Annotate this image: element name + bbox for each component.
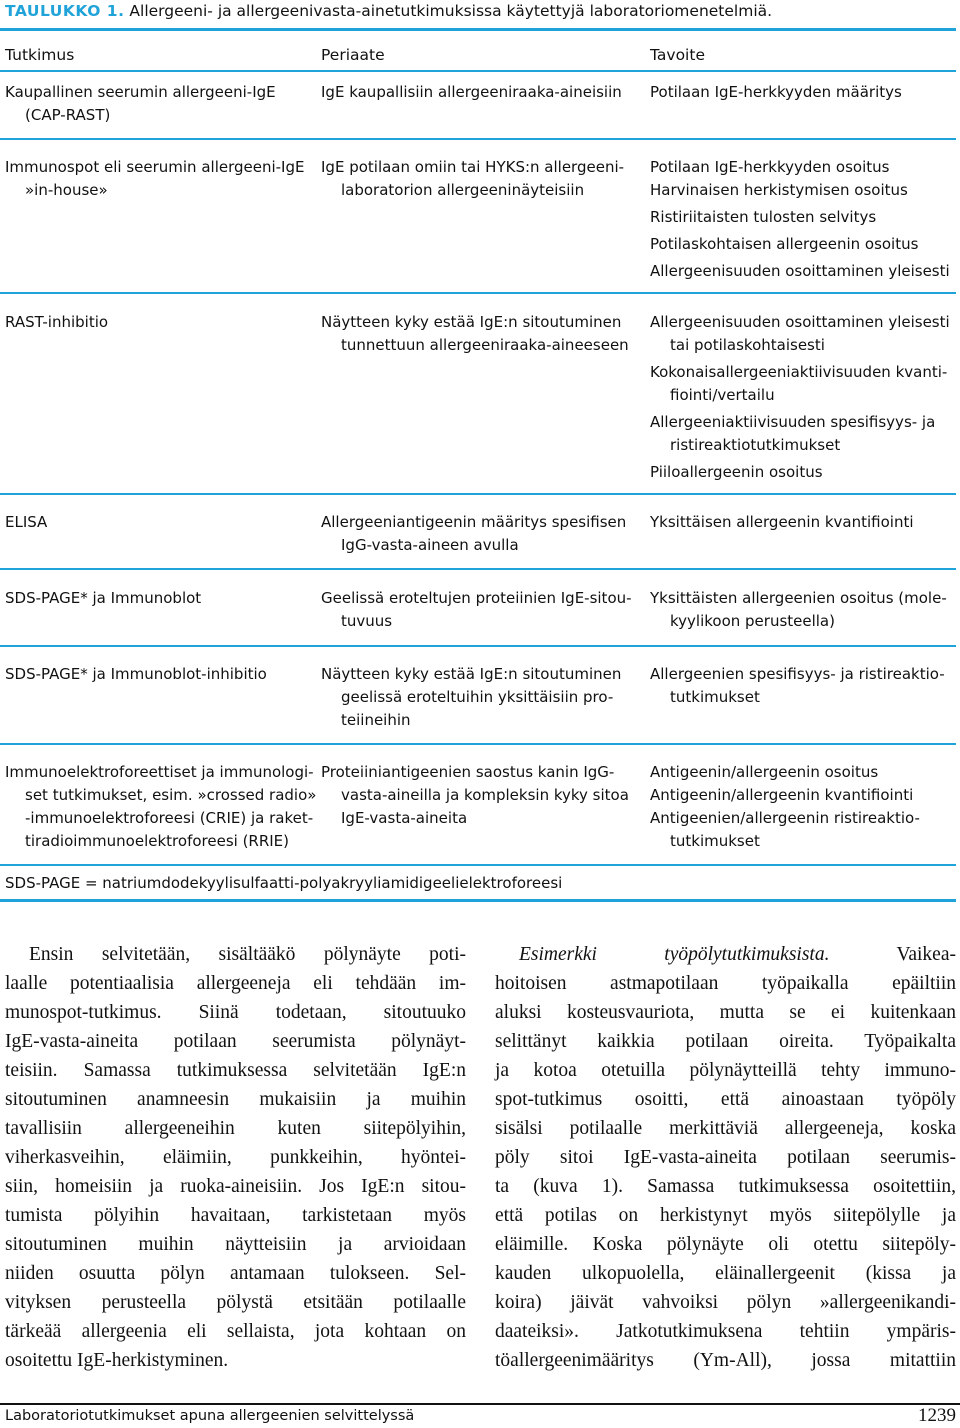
table-row-3-tutkimus xyxy=(5,311,108,334)
body-line: IgE-vasta-aineita potilaan seerumista pölynäyt- xyxy=(5,1031,466,1052)
cell-text: IgE-vasta-aineita xyxy=(341,809,468,827)
header-tutkimus: Tutkimus xyxy=(5,46,75,64)
body-line: sitoutuminen muihin näytteisiin ja arvioidaan xyxy=(5,1234,466,1255)
body-line: tavallisiin allergeeneihin kuten siitepölyihin, xyxy=(5,1118,466,1139)
cell-text: RAST-inhibitio xyxy=(5,313,109,331)
body-line-rest: Vaikea- xyxy=(896,944,956,965)
cell-text: tuvuus xyxy=(341,612,393,630)
body-line: pöly sitoi IgE-vasta-aineita potilaan seerumis- xyxy=(495,1147,956,1168)
footer-rule xyxy=(0,1403,960,1405)
running-footer-title: Laboratoriotutkimukset apuna allergeenien selvittelyssä xyxy=(5,1408,415,1424)
row-rule xyxy=(0,493,956,495)
cell-text: tiradioimmunoelektroforeesi (RRIE) xyxy=(25,832,290,850)
cell-text: Proteiiniantigeenien saostus kanin IgG- xyxy=(321,763,615,781)
body-right-column xyxy=(495,940,956,1375)
table-caption xyxy=(5,0,772,22)
table-row-6-tavoite xyxy=(650,663,945,709)
cell-text: kyylikoon perusteella) xyxy=(670,612,835,630)
body-line: tärkeää allergeenia eli sellaista, jota kohtaan on xyxy=(5,1321,466,1342)
body-line xyxy=(495,940,956,969)
cell-text: Näytteen kyky estää IgE:n sitoutuminen xyxy=(321,665,622,683)
body-line: siin, homeisiin ja ruoka-aineisiin. Jos IgE:n sitou- xyxy=(5,1176,466,1197)
body-line: ta (kuva 1). Samassa tutkimuksessa osoitettiin, xyxy=(495,1176,956,1197)
body-line: sisälsi potilaalle merkittäviä allergeeneja, koska xyxy=(495,1118,956,1139)
cell-text: geelissä eroteltuihin yksittäisiin pro- xyxy=(341,688,614,706)
table-row-2-tavoite xyxy=(650,156,950,283)
cell-text: Piiloallergeenin osoitus xyxy=(650,463,823,481)
row-rule xyxy=(0,568,956,570)
row-rule xyxy=(0,292,956,294)
table-label: TAULUKKO 1. xyxy=(5,2,125,20)
cell-text: Immunospot eli seerumin allergeeni-IgE xyxy=(5,158,305,176)
table-row-7-periaate xyxy=(321,761,629,830)
table-row-7-tavoite xyxy=(650,761,920,853)
table-row-4-tavoite xyxy=(650,511,914,534)
cell-text: tutkimukset xyxy=(670,832,760,850)
cell-text: Allergeenisuuden osoittaminen yleisesti xyxy=(650,262,950,280)
cell-text: Yksittäisten allergeenien osoitus (mole- xyxy=(650,589,947,607)
cell-text: fiointi/vertailu xyxy=(670,386,775,404)
header-tavoite: Tavoite xyxy=(650,46,705,64)
body-line: eläimille. Koska pölynäyte oli otettu siitepöly- xyxy=(495,1234,956,1255)
cell-text: tai potilaskohtaisesti xyxy=(670,336,825,354)
cell-text: tunnettuun allergeeniraaka-aineeseen xyxy=(341,336,629,354)
cell-text: teiineihin xyxy=(341,711,411,729)
body-line: niiden osuutta pölyn antamaan tulokseen. Sel- xyxy=(5,1263,466,1284)
header-periaate: Periaate xyxy=(321,46,385,64)
body-left-column xyxy=(5,940,466,1375)
body-line: aluksi kosteusvauriota, mutta se ei kuitenkaan xyxy=(495,1002,956,1023)
table-row-2-tutkimus xyxy=(5,156,304,202)
cell-text: Allergeeniantigeenin määritys spesifisen xyxy=(321,513,627,531)
table-row-3-tavoite xyxy=(650,311,950,484)
row-rule xyxy=(0,864,956,866)
cell-text: Antigeenin/allergeenin osoitus xyxy=(650,763,879,781)
cell-text: Potilaan IgE-herkkyyden osoitus xyxy=(650,158,890,176)
body-line: munospot-tutkimus. Siinä todetaan, sitoutuuko xyxy=(5,1002,466,1023)
cell-text: vasta-aineilla ja kompleksin kyky sitoa xyxy=(341,786,629,804)
body-line: daateiksi». Jatkotutkimuksena tehtiin ympäris- xyxy=(495,1321,956,1342)
table-row-4-periaate xyxy=(321,511,626,557)
table-row-6-tutkimus xyxy=(5,663,267,686)
cell-text: Potilaskohtaisen allergeenin osoitus xyxy=(650,235,919,253)
table-caption-text: Allergeeni- ja allergeenivasta-ainetutkimuksissa käytettyjä laboratoriomenetelmiä. xyxy=(129,2,773,20)
cell-text: Geelissä eroteltujen proteiinien IgE-sitou- xyxy=(321,589,632,607)
cell-text: Antigeenien/allergeenin ristireaktio- xyxy=(650,809,920,827)
cell-text: IgE kaupallisiin allergeeniraaka-aineisiin xyxy=(321,83,622,101)
table-row-1-tutkimus xyxy=(5,81,276,127)
cell-text: Kokonaisallergeeniaktiivisuuden kvanti- xyxy=(650,363,948,381)
cell-text: set tutkimukset, esim. »crossed radio» xyxy=(25,786,317,804)
cell-text: SDS-PAGE* ja Immunoblot-inhibitio xyxy=(5,665,267,683)
cell-text: tutkimukset xyxy=(670,688,760,706)
body-line: Ensin selvitetään, sisältääkö pölynäyte poti- xyxy=(29,944,466,965)
table-row-2-periaate xyxy=(321,156,624,202)
body-line: ja kotoa otetuilla pölynäytteillä tehty immuno- xyxy=(495,1060,956,1081)
table-row-1-periaate xyxy=(321,81,622,104)
body-line: osoitettu IgE-herkistyminen. xyxy=(5,1350,229,1371)
cell-text: IgG-vasta-aineen avulla xyxy=(341,536,519,554)
cell-text: »in-house» xyxy=(25,181,108,199)
table-row-6-periaate xyxy=(321,663,621,732)
body-line: teisiin. Samassa tutkimuksessa selvitetään IgE:n xyxy=(5,1060,466,1081)
header-rule xyxy=(0,70,956,72)
cell-text: IgE potilaan omiin tai HYKS:n allergeeni- xyxy=(321,158,625,176)
row-rule xyxy=(0,645,956,647)
body-line: että potilas on herkistynyt myös siitepölylle ja xyxy=(495,1205,956,1226)
body-line: spot-tutkimus osoitti, että ainoastaan työpöly xyxy=(495,1089,956,1110)
body-line: tumista pölyihin havaitaan, tarkistetaan myös xyxy=(5,1205,466,1226)
table-footnote: SDS-PAGE = natriumdodekyylisulfaatti-polyakryyliamidigeelielektroforeesi xyxy=(5,874,563,892)
cell-text: Allergeenien spesifisyys- ja ristireaktio- xyxy=(650,665,945,683)
cell-text: Harvinaisen herkistymisen osoitus xyxy=(650,181,908,199)
body-line: laalle potentiaalisia allergeeneja eli tehdään im- xyxy=(5,973,466,994)
cell-text: (CAP-RAST) xyxy=(25,106,111,124)
cell-text: Yksittäisen allergeenin kvantifiointi xyxy=(650,513,914,531)
cell-text: -immunoelektroforeesi (CRIE) ja raket- xyxy=(25,809,314,827)
cell-text: laboratorion allergeeninäyteisiin xyxy=(341,181,585,199)
table-bottom-rule xyxy=(0,899,956,902)
cell-text: Potilaan IgE-herkkyyden määritys xyxy=(650,83,902,101)
body-line: koira) jäivät vahvoiksi pölyn »allergeenikandi- xyxy=(495,1292,956,1313)
table-row-5-periaate xyxy=(321,587,632,633)
cell-text: Antigeenin/allergeenin kvantifiointi xyxy=(650,786,914,804)
cell-text: ELISA xyxy=(5,513,48,531)
table-top-rule xyxy=(0,28,956,31)
cell-text: Näytteen kyky estää IgE:n sitoutuminen xyxy=(321,313,622,331)
cell-text: Kaupallinen seerumin allergeeni-IgE xyxy=(5,83,276,101)
body-line: hoitoisen astmapotilaan työpaikalla epäiltiin xyxy=(495,973,956,994)
body-line: viherkasveihin, eläimiin, punkkeihin, hyöntei- xyxy=(5,1147,466,1168)
row-rule xyxy=(0,743,956,745)
cell-text: Immunoelektroforeettiset ja immunologi- xyxy=(5,763,314,781)
row-rule xyxy=(0,138,956,140)
cell-text: Ristiriitaisten tulosten selvitys xyxy=(650,208,877,226)
table-row-4-tutkimus xyxy=(5,511,47,534)
example-heading: Esimerkki työpölytutkimuksista. xyxy=(519,944,830,965)
table-row-5-tutkimus xyxy=(5,587,201,610)
body-line: kauden ulkopuolella, eläinallergeenit (kissa ja xyxy=(495,1263,956,1284)
table-row-3-periaate xyxy=(321,311,629,357)
cell-text: Allergeenisuuden osoittaminen yleisesti xyxy=(650,313,950,331)
cell-text: ristireaktiotutkimukset xyxy=(670,436,841,454)
cell-text: SDS-PAGE* ja Immunoblot xyxy=(5,589,202,607)
body-line: vityksen perusteella pölystä etsitään potilaalle xyxy=(5,1292,466,1313)
table-row-5-tavoite xyxy=(650,587,947,633)
body-line: sitoutuminen anamneesin mukaisiin ja muihin xyxy=(5,1089,466,1110)
page-number: 1239 xyxy=(918,1405,956,1426)
table-row-1-tavoite xyxy=(650,81,902,104)
cell-text: Allergeeniaktiivisuuden spesifisyys- ja xyxy=(650,413,936,431)
body-line: selittänyt kaikkia potilaan oireita. Työpaikalta xyxy=(495,1031,956,1052)
body-line: töallergeenimääritys (Ym-All), jossa mitattiin xyxy=(495,1350,956,1371)
table-row-7-tutkimus xyxy=(5,761,316,853)
